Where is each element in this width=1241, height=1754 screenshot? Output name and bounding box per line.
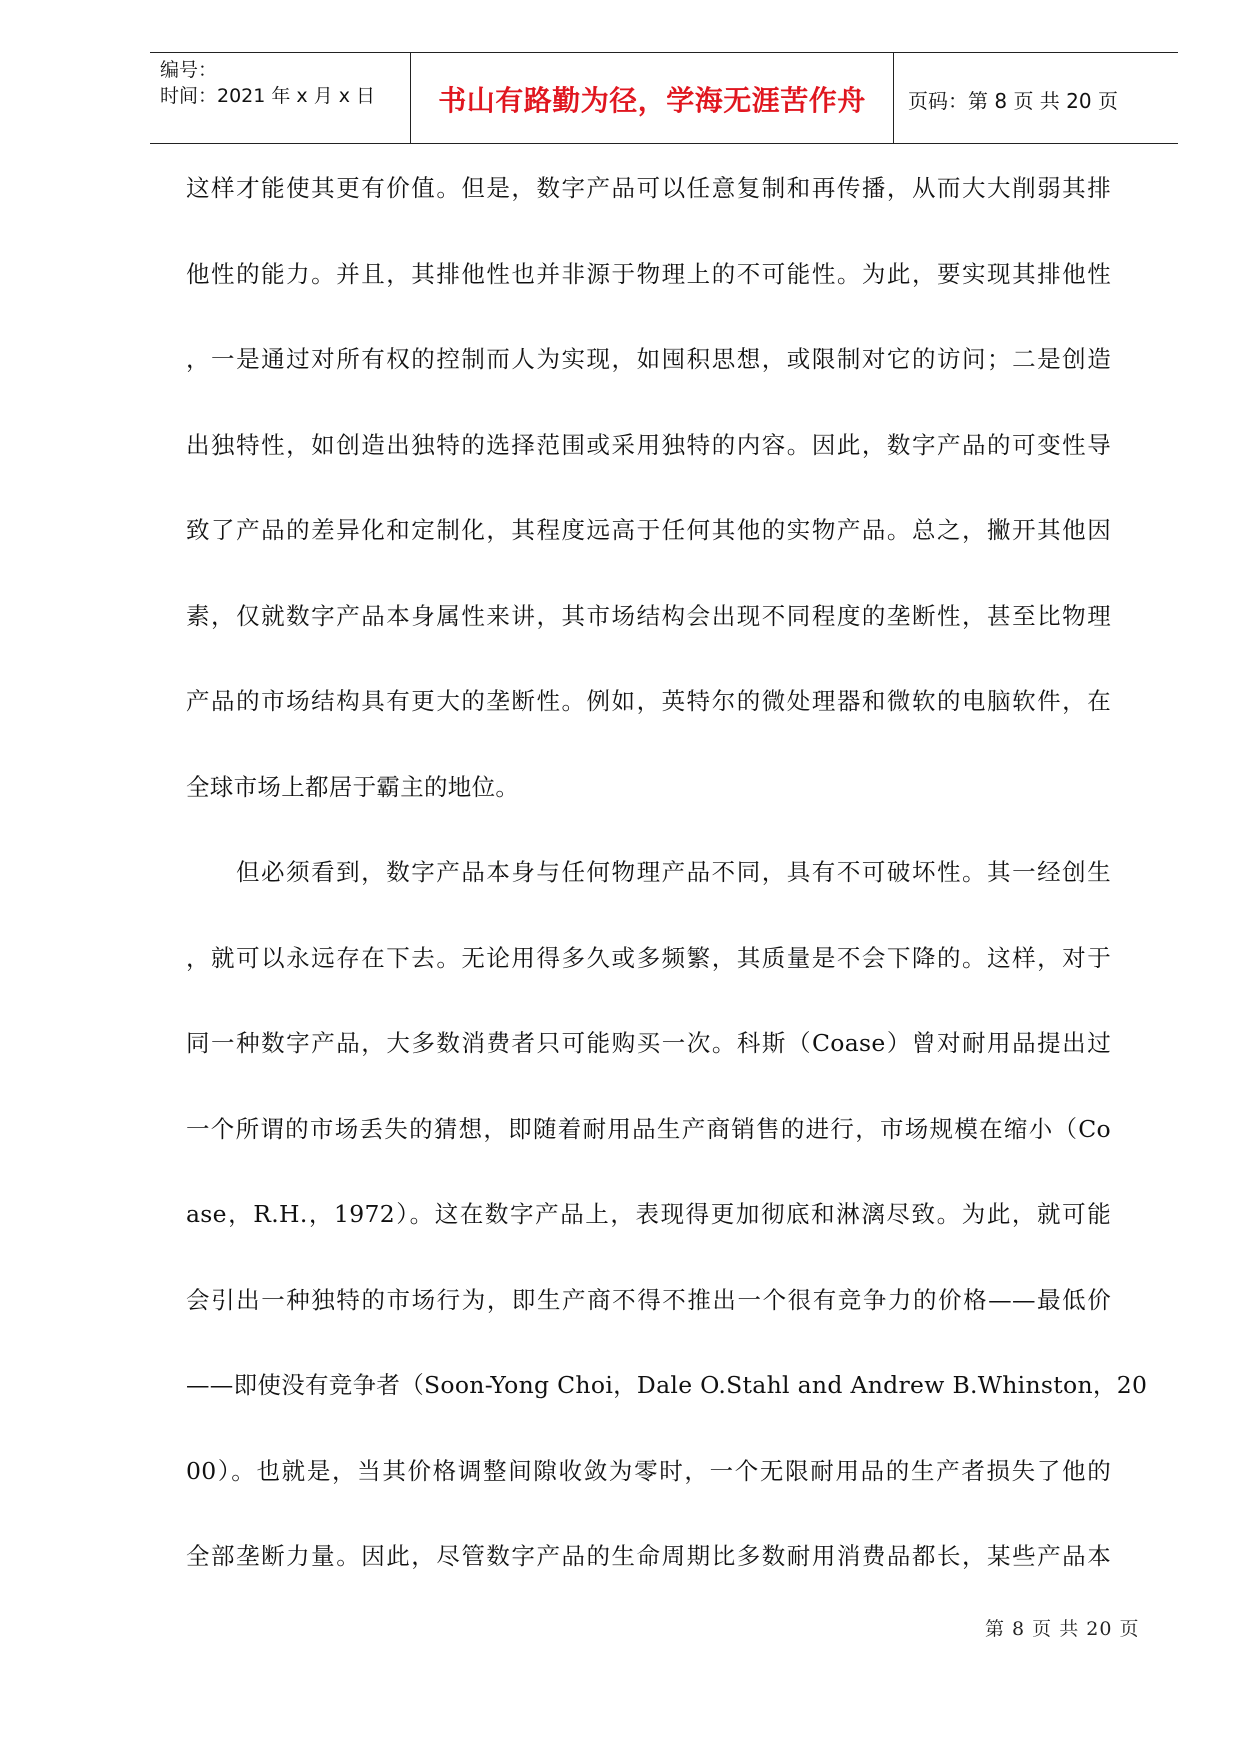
text-line: 产品的市场结构具有更大的垄断性。例如，英特尔的微处理器和微软的电脑软件，在 (186, 687, 1111, 715)
text-line: 这样才能使其更有价值。但是，数字产品可以任意复制和再传播，从而大大削弱其排 (186, 174, 1111, 202)
footer-page-number: 第 8 页 共 20 页 (985, 1618, 1140, 1640)
header-page-number: 页码：第 8 页 共 20 页 (908, 88, 1118, 113)
body-text (186, 168, 1148, 1622)
header-meta (160, 57, 375, 109)
header-number: 编号： (160, 59, 218, 81)
text-line: 一个所谓的市场丢失的猜想，即随着耐用品生产商销售的进行，市场规模在缩小（Co (186, 1114, 1111, 1143)
page-header (150, 52, 1178, 144)
header-divider (893, 53, 894, 143)
text-line: 全部垄断力量。因此，尽管数字产品的生命周期比多数耐用消费品都长，某些产品本 (186, 1542, 1111, 1570)
text-line: ，就可以永远存在下去。无论用得多久或多频繁，其质量是不会下降的。这样，对于 (186, 943, 1111, 972)
text-line: 同一种数字产品，大多数消费者只可能购买一次。科斯（Coase）曾对耐用品提出过 (186, 1029, 1111, 1057)
text-line: 全球市场上都居于霸主的地位。 (186, 772, 520, 801)
text-line: 出独特性，如创造出独特的选择范围或采用独特的内容。因此，数字产品的可变性导 (186, 430, 1111, 459)
text-line: 素，仅就数字产品本身属性来讲，其市场结构会出现不同程度的垄断性，甚至比物理 (186, 601, 1111, 630)
header-divider (410, 53, 411, 143)
text-line: ase，R.H.，1972）。这在数字产品上，表现得更加彻底和淋漓尽致。为此，就可能 (186, 1200, 1111, 1228)
text-line: ——即使没有竞争者（Soon-Yong Choi，Dale O.Stahl and Andrew B.Whinston，20 (186, 1371, 1148, 1399)
text-line: 他性的能力。并且，其排他性也并非源于物理上的不可能性。为此，要实现其排他性 (186, 259, 1111, 288)
text-line: 00）。也就是，当其价格调整间隙收敛为零时，一个无限耐用品的生产者损失了他的 (186, 1456, 1111, 1485)
text-line: 会引出一种独特的市场行为，即生产商不得不推出一个很有竞争力的价格——最低价 (186, 1285, 1111, 1314)
text-line: 致了产品的差异化和定制化，其程度远高于任何其他的实物产品。总之，撇开其他因 (186, 516, 1111, 544)
header-time: 时间：2021 年 x 月 x 日 (160, 85, 376, 107)
text-line: 但必须看到，数字产品本身与任何物理产品不同，具有不可破坏性。其一经创生 (236, 858, 1111, 886)
text-line: ，一是通过对所有权的控制而人为实现，如囤积思想，或限制对它的访问；二是创造 (186, 345, 1111, 373)
header-motto: 书山有路勤为径，学海无涯苦作舟 (438, 84, 866, 117)
